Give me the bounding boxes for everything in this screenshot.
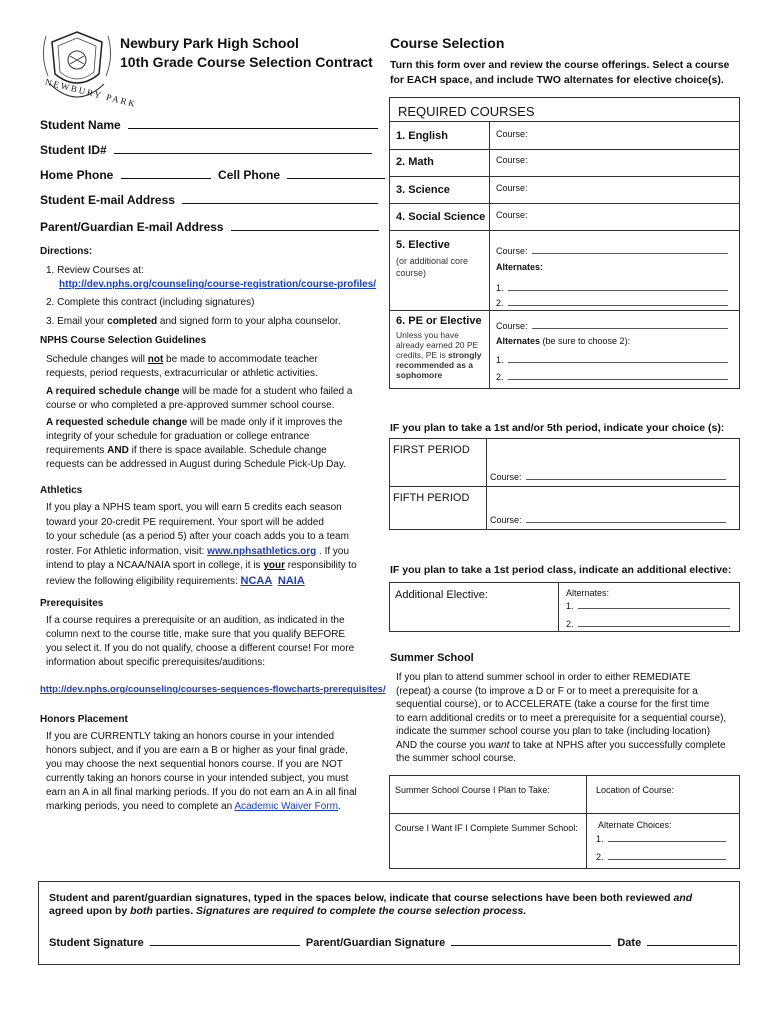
ath-your: your <box>263 560 286 571</box>
signature-statement <box>49 892 729 918</box>
pe-alternate-1[interactable] <box>496 354 728 365</box>
home-phone-line[interactable] <box>121 168 211 179</box>
p3c: requirements <box>46 445 108 456</box>
course-row-elective: 5. Elective <box>396 239 450 251</box>
parent-email-label: Parent/Guardian E-mail Address <box>40 220 224 234</box>
intro-line1: Turn this form over and review the course offerings. Select a course <box>390 59 730 71</box>
additional-alternates-label: Alternates: <box>566 588 610 598</box>
hon-l6-end: . <box>338 801 341 812</box>
fifth-period-label: FIFTH PERIOD <box>393 492 470 504</box>
fifth-period-course-input[interactable] <box>490 514 726 525</box>
pe-alternates-bold: Alternates <box>496 336 541 346</box>
student-id-line[interactable] <box>114 143 372 154</box>
summer-alternate-1[interactable] <box>596 833 726 844</box>
course-input-social-science[interactable]: Course: <box>496 210 528 220</box>
prerequisites-text <box>46 614 376 670</box>
date-label: Date <box>617 937 642 949</box>
honors-heading: Honors Placement <box>40 714 128 725</box>
additional-elective-label[interactable]: Additional Elective: <box>395 589 488 601</box>
step3-pre: 3. Email your <box>46 316 108 327</box>
course-input-elective[interactable] <box>496 245 728 256</box>
summer-want-course-input[interactable]: Course I Want IF I Complete Summer School: <box>395 823 578 833</box>
pe-strongly: strongly <box>447 350 482 360</box>
required-change-bold: A required schedule change <box>46 386 180 397</box>
course-input-math[interactable]: Course: <box>496 155 528 165</box>
step3-bold: completed <box>107 316 158 327</box>
add-alt1-label: 1. <box>566 601 574 611</box>
course-row-science: 3. Science <box>396 184 450 196</box>
first-period-label: FIRST PERIOD <box>393 444 470 456</box>
sum-l2: (repeat) a course (to improve a D or F or to meet a prerequisite for a <box>396 685 698 697</box>
sig-st-req: Signatures are required to complete the course selection process. <box>196 905 527 917</box>
additional-alternate-2[interactable] <box>566 618 730 629</box>
additional-elective-heading: IF you plan to take a 1st period class, indicate an additional elective: <box>390 564 732 576</box>
sum-l1: If you plan to attend summer school in order to either REMEDIATE <box>396 672 691 683</box>
step3-post: and signed form to your alpha counselor. <box>157 316 341 327</box>
prerequisites-link[interactable]: http://dev.nphs.org/counseling/courses-sequences-flowcharts-prerequisites/ <box>40 684 386 695</box>
elective-alt2-label: 2. <box>496 298 504 308</box>
pe-course-label: Course: <box>496 321 528 331</box>
sum-l7: the summer school course. <box>396 753 517 764</box>
pe-alternates-label <box>496 336 630 346</box>
pe-note3a: credits, PE is <box>396 350 448 360</box>
hon-l4: currently taking an honors course in your intended subject, you must <box>46 773 349 784</box>
student-signature-input[interactable] <box>150 935 300 946</box>
elective-note <box>396 255 468 279</box>
sum-alt1-label: 1. <box>596 834 604 844</box>
ath-l3: to your schedule (as a period 5) after your coach adds you to a team <box>46 531 349 542</box>
pre-l3: you select it. If you do not qualify, choose a different course! For more <box>46 643 355 654</box>
signature-box <box>38 881 740 965</box>
ath-l6: review the following eligibility requirements: <box>46 575 241 587</box>
ath-l5a: intend to play a NCAA/NAIA sport in college, it is <box>46 560 264 571</box>
course-input-science[interactable]: Course: <box>496 183 528 193</box>
school-name: Newbury Park High School <box>120 35 299 51</box>
sum-l3: sequential course), or to ACCELERATE (take a course for the first time <box>396 699 710 710</box>
pe-note1: Unless you have <box>396 330 459 340</box>
sum-alt2-label: 2. <box>596 852 604 862</box>
summer-course-input[interactable]: Summer School Course I Plan to Take: <box>395 785 550 795</box>
p3e: requests can be addressed in August during Schedule Pick-Up Day. <box>46 459 346 470</box>
elective-alternate-2[interactable] <box>496 297 728 308</box>
date-input[interactable] <box>647 935 737 946</box>
pre-l2: column next to the course title, make sure that you qualify BEFORE <box>46 629 346 640</box>
course-input-english[interactable]: Course: <box>496 129 528 139</box>
sig-st-and: and <box>673 892 693 904</box>
sum-l6b: to take at NPHS after you successfully complete <box>509 739 726 751</box>
phone-fields[interactable] <box>40 168 385 182</box>
academic-waiver-link[interactable]: Academic Waiver Form <box>234 801 338 812</box>
contract-title: 10th Grade Course Selection Contract <box>120 54 373 70</box>
student-signature-label: Student Signature <box>49 937 144 949</box>
ath-l5b: responsibility to <box>285 560 357 571</box>
p1-not: not <box>147 354 164 365</box>
summer-alternates-label: Alternate Choices: <box>598 820 672 830</box>
hon-l5: earn an A in all final marking periods. If you do not earn an A in all final <box>46 787 357 798</box>
p2b: course or who completed a pre-approved summer school course. <box>46 400 335 411</box>
sum-l6a: AND the course you <box>396 739 489 751</box>
p1c: requests, period requests, extracurricular or athletic activities. <box>46 368 318 379</box>
student-name-line[interactable] <box>128 118 378 129</box>
student-id-label: Student ID# <box>40 143 107 157</box>
pe-alt2-label: 2. <box>496 372 504 382</box>
course-row-social-science: 4. Social Science <box>396 211 486 223</box>
elective-note2: course) <box>396 268 427 278</box>
athletics-heading: Athletics <box>40 485 83 496</box>
hon-l1: If you are CURRENTLY taking an honors course in your intended <box>46 731 335 742</box>
hon-l2: honors subject, and if you are earn a B or higher as your final grade, <box>46 745 348 756</box>
sig-st-b: agreed upon by <box>49 905 131 917</box>
student-email-label: Student E-mail Address <box>40 193 175 207</box>
cell-phone-line[interactable] <box>287 168 385 179</box>
athletics-link[interactable]: www.nphsathletics.org <box>207 545 317 557</box>
period-choice-heading: IF you plan to take a 1st and/or 5th period, indicate your choice (s): <box>390 422 725 434</box>
student-email-line[interactable] <box>182 193 378 204</box>
add-alt2-label: 2. <box>566 619 574 629</box>
parent-email-line[interactable] <box>231 220 379 231</box>
p1b: be made to accommodate teacher <box>163 354 318 365</box>
pe-alternate-2[interactable] <box>496 371 728 382</box>
sum-l4: to earn additional credits or to meet a prerequisite for a sequential course), <box>396 712 727 724</box>
pre-l1: If a course requires a prerequisite or an audition, as indicated in the <box>46 615 345 626</box>
hon-l3: you may choose the next sequential honors course. If you are NOT <box>46 759 343 770</box>
sig-st-a: Student and parent/guardian signatures, typed in the spaces below, indicate that course selections have been both reviewed <box>49 892 674 904</box>
required-courses-table <box>389 97 740 389</box>
p3-and: AND <box>107 445 129 456</box>
guidelines-p2 <box>46 385 376 413</box>
ncaa-link[interactable]: NCAA <box>240 574 273 587</box>
student-name-label: Student Name <box>40 118 121 132</box>
sig-st-both: both <box>130 905 153 917</box>
sum-want: want <box>488 739 510 751</box>
elective-course-label: Course: <box>496 246 528 256</box>
guidelines-p3 <box>46 416 376 472</box>
p3b: integrity of your schedule for graduation or college entrance <box>46 431 310 442</box>
honors-text <box>46 730 376 814</box>
home-phone-label: Home Phone <box>40 168 114 182</box>
logo-banner-text: NEWBURY PARK <box>44 76 138 110</box>
elective-alternates-label: Alternates: <box>496 262 544 272</box>
directions-step-2: 2. Complete this contract (including signatures) <box>46 297 255 308</box>
ath-l4-end: . If you <box>316 545 350 557</box>
naia-link[interactable]: NAIA <box>277 574 305 587</box>
first-period-course-input[interactable] <box>490 471 726 482</box>
course-profiles-link[interactable]: http://dev.nphs.org/counseling/course-registration/course-profiles/ <box>59 279 377 290</box>
summer-school-heading: Summer School <box>390 652 474 664</box>
directions-step-3 <box>46 316 341 327</box>
hon-l6: marking periods, you need to complete an <box>46 801 235 812</box>
intro-line2: for EACH space, and include TWO alternates for elective choice(s). <box>390 74 724 86</box>
pe-note5: sophomore <box>396 370 443 380</box>
pe-alternates-rest: (be sure to choose 2): <box>540 336 631 346</box>
cell-phone-label: Cell Phone <box>218 168 281 182</box>
student-name-field[interactable] <box>40 118 378 132</box>
course-row-math: 2. Math <box>396 156 434 168</box>
prerequisites-heading: Prerequisites <box>40 598 104 609</box>
sig-st-c: parties. <box>152 905 197 917</box>
summer-school-text <box>396 671 746 766</box>
requested-change-bold: A requested schedule change <box>46 417 188 428</box>
directions-heading: Directions: <box>40 246 93 257</box>
p3a: will be made only if it improves the <box>187 417 343 428</box>
period-choice-table <box>389 438 740 530</box>
guidelines-heading: NPHS Course Selection Guidelines <box>40 335 207 346</box>
pe-note4: recommended as a <box>396 360 474 370</box>
ath-l4: roster. For Athletic information, visit: <box>46 545 208 557</box>
parent-signature-label: Parent/Guardian Signature <box>305 937 446 949</box>
elective-note1: (or additional core <box>396 256 469 266</box>
elective-alternate-1[interactable] <box>496 282 728 293</box>
sum-l5: indicate the summer school course you plan to take (including location) <box>396 726 711 737</box>
p2a: will be made for a student who failed a <box>179 386 353 397</box>
directions-step-1: 1. Review Courses at: <box>46 265 144 276</box>
fifth-period-course-label: Course: <box>490 515 522 525</box>
course-row-english: 1. English <box>396 130 448 142</box>
pe-note2: already earned 20 PE <box>396 340 479 350</box>
ath-l1: If you play a NPHS team sport, you will earn 5 credits each season <box>46 502 342 513</box>
ath-l2: toward your 20-credit PE requirement. Your sport will be added <box>46 516 324 528</box>
signature-lines <box>49 935 737 949</box>
p1a: Schedule changes will <box>46 354 148 365</box>
course-selection-intro <box>390 58 729 88</box>
pre-l4: information about specific prerequisites/auditions: <box>46 657 266 668</box>
pe-note <box>396 330 488 380</box>
guidelines-p1 <box>46 353 366 381</box>
summer-location-input[interactable]: Location of Course: <box>596 785 675 795</box>
elective-alt1-label: 1. <box>496 283 504 293</box>
first-period-course-label: Course: <box>490 472 522 482</box>
student-email-field[interactable] <box>40 193 378 207</box>
summer-alternate-2[interactable] <box>596 851 726 862</box>
athletics-text <box>46 501 376 589</box>
additional-elective-table <box>389 582 740 632</box>
additional-alternate-1[interactable] <box>566 600 730 611</box>
student-id-field[interactable] <box>40 143 372 157</box>
pe-alt1-label: 1. <box>496 355 504 365</box>
course-input-pe[interactable] <box>496 320 728 331</box>
parent-signature-input[interactable] <box>451 935 611 946</box>
course-selection-title: Course Selection <box>390 35 505 51</box>
summer-school-table <box>389 775 740 869</box>
required-courses-heading: REQUIRED COURSES <box>398 104 535 119</box>
p3d: if there is space available. Schedule change <box>128 445 327 456</box>
parent-email-field[interactable] <box>40 220 379 234</box>
course-row-pe: 6. PE or Elective <box>396 315 482 327</box>
